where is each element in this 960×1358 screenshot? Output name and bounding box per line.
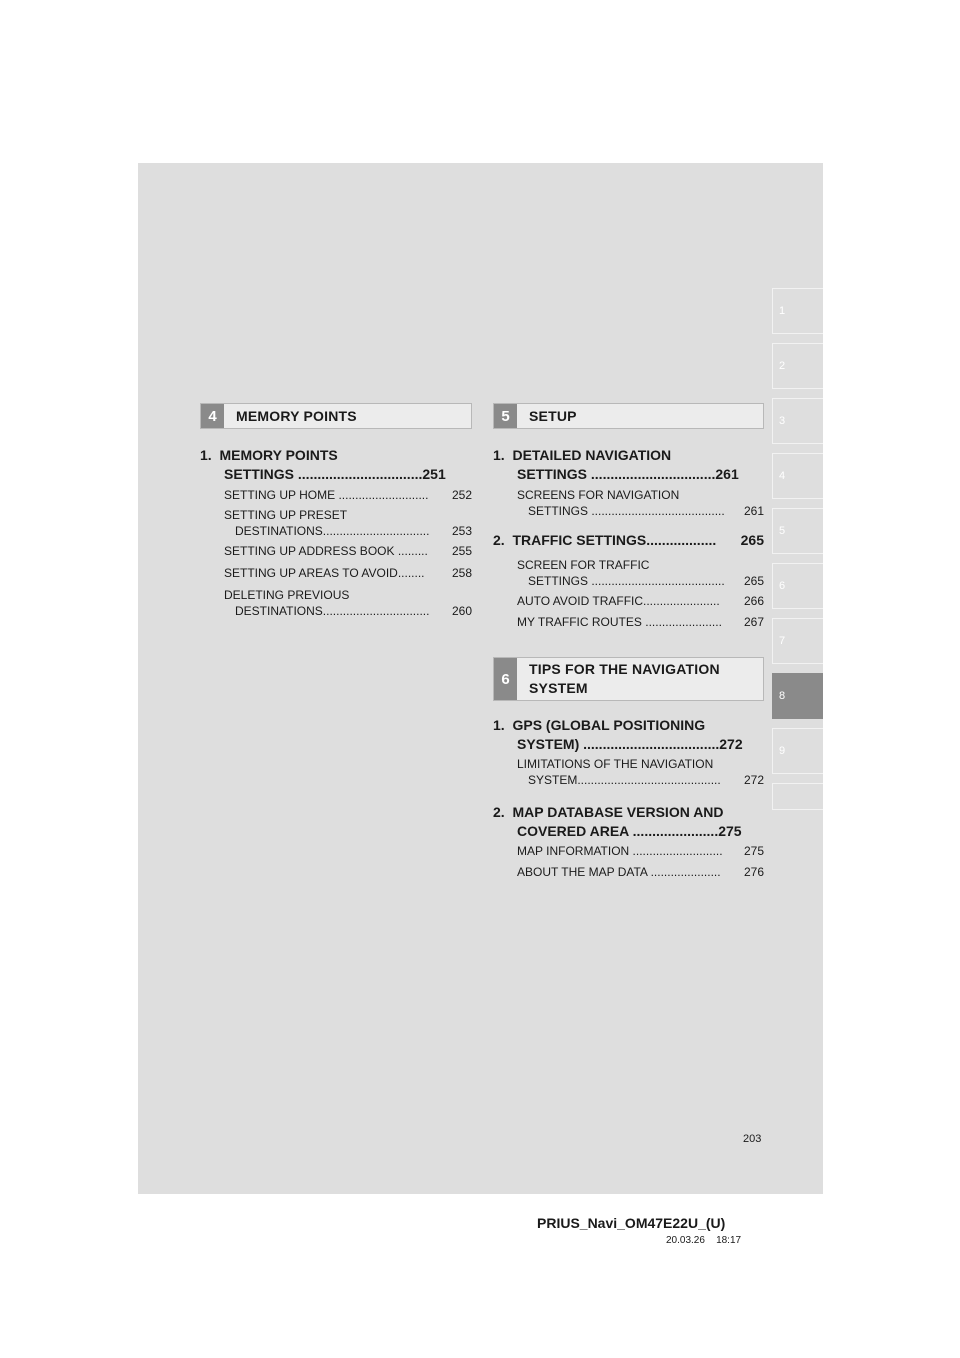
tab-label: 3	[779, 415, 786, 427]
entry-number: 1.	[200, 447, 212, 463]
print-date	[666, 1235, 741, 1246]
chapter-tab-1[interactable]	[772, 288, 823, 334]
entry-page: 251	[422, 466, 446, 482]
toc-sub-my-traffic-routes[interactable]	[517, 614, 764, 630]
page-number: 203	[743, 1133, 762, 1145]
entry-number: 1.	[493, 447, 505, 463]
entry-page: 275	[718, 823, 742, 839]
toc-entry-detailed-navigation[interactable]	[493, 446, 764, 484]
entry-title: TRAFFIC SETTINGS..................	[512, 532, 717, 548]
entry-title: MAP DATABASE VERSION AND	[512, 804, 724, 820]
chapter-tab-7[interactable]	[772, 618, 823, 664]
toc-sub-about-map-data[interactable]	[517, 864, 764, 880]
entry-title-cont: SETTINGS ................................	[224, 466, 423, 482]
toc-entry-memory-points-settings[interactable]	[200, 446, 472, 484]
entry-number: 2.	[493, 532, 505, 548]
entry-title-cont: SETTINGS ................................	[517, 466, 716, 482]
chapter-tab-3[interactable]	[772, 398, 823, 444]
tab-label: 4	[779, 470, 786, 482]
toc-sub-screen-traffic[interactable]	[517, 557, 764, 589]
toc-sub-screens-navigation[interactable]	[517, 487, 764, 519]
section-title: SETUP	[529, 408, 577, 424]
entry-page: 272	[719, 736, 743, 752]
print-time-value: 18:17	[716, 1235, 742, 1246]
document-code: PRIUS_Navi_OM47E22U_(U)	[537, 1215, 726, 1231]
toc-sub-deleting-previous[interactable]	[224, 587, 472, 619]
tab-label: 8	[779, 690, 786, 702]
entry-title: MEMORY POINTS	[219, 447, 338, 463]
tab-label: 5	[779, 525, 786, 537]
toc-sub-areas-to-avoid[interactable]	[224, 565, 472, 581]
entry-page: 265	[740, 532, 764, 548]
section-number: 4	[201, 404, 224, 428]
entry-number: 2.	[493, 804, 505, 820]
sub-page: 267	[743, 615, 764, 629]
toc-entry-map-database[interactable]	[493, 803, 764, 841]
sub-title: SETTING UP HOME ...........................	[224, 488, 429, 502]
sub-title-cont: DESTINATIONS................................	[235, 604, 430, 618]
tab-label: 1	[779, 305, 786, 317]
sub-page: 252	[451, 488, 472, 502]
sub-title-cont: SETTINGS ........................................	[528, 504, 725, 518]
sub-title: MY TRAFFIC ROUTES .......................	[517, 615, 722, 629]
toc-sub-setting-up-home[interactable]	[224, 487, 472, 503]
chapter-tab-6[interactable]	[772, 563, 823, 609]
sub-page: 260	[451, 604, 472, 618]
toc-sub-preset-destinations[interactable]	[224, 507, 472, 539]
section-number: 6	[494, 658, 517, 700]
chapter-tab-blank	[772, 783, 823, 810]
section-header-setup	[493, 403, 764, 429]
sub-title-cont: DESTINATIONS................................	[235, 524, 430, 538]
sub-page: 265	[743, 574, 764, 588]
sub-page: 253	[451, 524, 472, 538]
section-header-memory-points	[200, 403, 472, 429]
tab-label: 6	[779, 580, 786, 592]
sub-title: DELETING PREVIOUS	[224, 588, 350, 602]
sub-title: AUTO AVOID TRAFFIC.......................	[517, 594, 720, 608]
sub-page: 276	[743, 865, 764, 879]
chapter-tab-9[interactable]	[772, 728, 823, 774]
sub-page: 258	[451, 566, 472, 580]
toc-entry-traffic-settings[interactable]	[493, 531, 764, 550]
section-title	[517, 658, 720, 700]
sub-page: 266	[743, 594, 764, 608]
chapter-tab-2[interactable]	[772, 343, 823, 389]
toc-sub-map-information[interactable]	[517, 843, 764, 859]
sub-page: 272	[743, 773, 764, 787]
entry-number: 1.	[493, 717, 505, 733]
sub-title: SCREENS FOR NAVIGATION	[517, 488, 680, 502]
entry-title-cont: COVERED AREA ......................	[517, 823, 719, 839]
sub-title: SETTING UP PRESET	[224, 508, 348, 522]
sub-title: MAP INFORMATION ...........................	[517, 844, 723, 858]
tab-label: 7	[779, 635, 786, 647]
toc-sub-auto-avoid-traffic[interactable]	[517, 593, 764, 609]
sub-title: LIMITATIONS OF THE NAVIGATION	[517, 757, 714, 771]
section-title-line2: SYSTEM	[529, 680, 588, 696]
section-number: 5	[494, 404, 517, 428]
section-title: MEMORY POINTS	[236, 408, 357, 424]
sub-title-cont: SYSTEM...........................................	[528, 773, 721, 787]
sub-title-cont: SETTINGS ........................................	[528, 574, 725, 588]
sub-title: SETTING UP ADDRESS BOOK .........	[224, 544, 428, 558]
chapter-tab-5[interactable]	[772, 508, 823, 554]
toc-sub-limitations[interactable]	[517, 756, 764, 788]
sub-page: 255	[451, 544, 472, 558]
sub-title: ABOUT THE MAP DATA .....................	[517, 865, 721, 879]
tab-label: 2	[779, 360, 786, 372]
chapter-tab-4[interactable]	[772, 453, 823, 499]
chapter-tab-8[interactable]	[772, 673, 823, 719]
entry-page: 261	[715, 466, 739, 482]
toc-entry-gps[interactable]	[493, 716, 764, 754]
entry-title: GPS (GLOBAL POSITIONING	[512, 717, 706, 733]
entry-title: DETAILED NAVIGATION	[512, 447, 672, 463]
sub-title: SCREEN FOR TRAFFIC	[517, 558, 650, 572]
section-title-line1: TIPS FOR THE NAVIGATION	[529, 661, 720, 677]
sub-page: 275	[743, 844, 764, 858]
print-date-value: 20.03.26	[666, 1235, 705, 1246]
section-header-tips	[493, 657, 764, 701]
tab-label: 9	[779, 745, 786, 757]
sub-page: 261	[743, 504, 764, 518]
toc-sub-address-book[interactable]	[224, 543, 472, 559]
entry-title-cont: SYSTEM) ...................................	[517, 736, 720, 752]
sub-title: SETTING UP AREAS TO AVOID........	[224, 566, 425, 580]
